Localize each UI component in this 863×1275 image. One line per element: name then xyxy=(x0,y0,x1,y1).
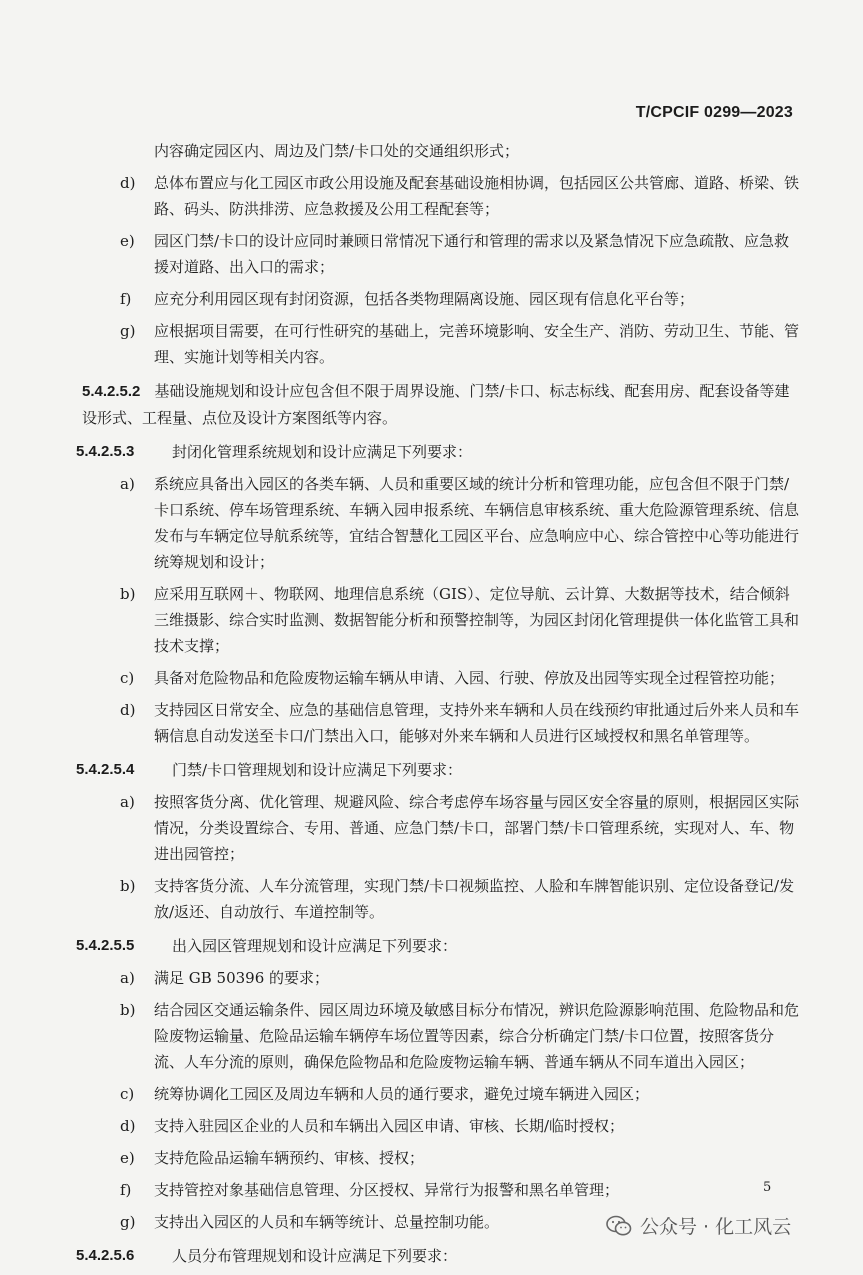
item-text: 按照客货分离、优化管理、规避风险、综合考虑停车场容量与园区安全容量的原则，根据园区实际情况，分类设置综合、专用、普通、应急门禁/卡口，部署门禁/卡口管理系统，实现对人、车、物进出园管控； xyxy=(154,793,800,863)
page-number: 5 xyxy=(763,1180,772,1195)
item-text: 应采用互联网＋、物联网、地理信息系统（GIS）、定位导航、云计算、大数据等技术，结合倾斜三维摄影、综合实时监测、数据智能分析和预警控制等，为园区封闭化管理提供一体化监管工具和技术支撑； xyxy=(154,585,800,655)
section-text: 门禁/卡口管理规划和设计应满足下列要求： xyxy=(172,761,463,779)
section-text: 人员分布管理规划和设计应满足下列要求： xyxy=(172,1247,458,1265)
item-text: 内容确定园区内、周边及门禁/卡口处的交通组织形式； xyxy=(154,142,520,160)
item-text: 支持危险品运输车辆预约、审核、授权； xyxy=(154,1149,425,1167)
item-text: 园区门禁/卡口的设计应同时兼顾日常情况下通行和管理的需求以及紧急情况下应急疏散、应急救援对道路、出入口的需求； xyxy=(154,232,790,276)
list-item xyxy=(72,789,802,867)
item-text: 支持客货分流、人车分流管理，实现门禁/卡口视频监控、人脸和车牌智能识别、定位设备登记/发放/返还、自动放行、车道控制等。 xyxy=(154,877,795,921)
item-label: c) xyxy=(120,1085,135,1103)
item-label: a) xyxy=(120,793,135,811)
list-item xyxy=(72,1145,802,1171)
item-label: f) xyxy=(120,1181,132,1199)
item-text: 支持入驻园区企业的人员和车辆出入园区申请、审核、长期/临时授权； xyxy=(154,1117,625,1135)
item-label: g) xyxy=(120,322,136,340)
item-text: 总体布置应与化工园区市政公用设施及配套基础设施相协调，包括园区公共管廊、道路、桥梁、铁路、码头、防洪排涝、应急救援及公用工程配套等； xyxy=(154,174,800,218)
section-number: 5.4.2.5.4 xyxy=(76,761,135,778)
item-label: d) xyxy=(120,174,136,192)
list-item xyxy=(72,228,802,280)
section-5-4-2-5-2 xyxy=(72,378,802,431)
list-item xyxy=(72,665,802,691)
item-text: 支持园区日常安全、应急的基础信息管理，支持外来车辆和人员在线预约审批通过后外来人员和车辆信息自动发送至卡口/门禁出入口，能够对外来车辆和人员进行区域授权和黑名单管理等。 xyxy=(154,701,800,745)
item-label: e) xyxy=(120,232,135,250)
list-item xyxy=(72,581,802,659)
standard-code: T/CPCIF 0299—2023 xyxy=(635,104,793,121)
list-item xyxy=(72,286,802,312)
section-5-4-2-5-4 xyxy=(72,757,802,783)
item-label: b) xyxy=(120,877,136,895)
section-5-4-2-5-6 xyxy=(72,1243,802,1269)
list-item xyxy=(72,1177,802,1203)
item-label: d) xyxy=(120,701,136,719)
item-label: f) xyxy=(120,290,132,308)
item-label: c) xyxy=(120,669,135,687)
item-text: 应充分利用园区现有封闭资源，包括各类物理隔离设施、园区现有信息化平台等； xyxy=(154,290,695,308)
watermark-text: 公众号 · 化工风云 xyxy=(640,1216,792,1238)
section-text: 基础设施规划和设计应包含但不限于周界设施、门禁/卡口、标志标线、配套用房、配套设备等建设形式、工程量、点位及设计方案图纸等内容。 xyxy=(82,382,790,427)
item-text: 统筹协调化工园区及周边车辆和人员的通行要求，避免过境车辆进入园区； xyxy=(154,1085,650,1103)
section-number: 5.4.2.5.6 xyxy=(76,1247,135,1264)
list-item xyxy=(72,1113,802,1139)
item-label: b) xyxy=(120,1001,136,1019)
section-number: 5.4.2.5.5 xyxy=(76,937,135,954)
list-item-continuation xyxy=(72,138,802,164)
section-text: 封闭化管理系统规划和设计应满足下列要求： xyxy=(172,443,473,461)
section-text: 出入园区管理规划和设计应满足下列要求： xyxy=(172,937,458,955)
item-label: g) xyxy=(120,1213,136,1231)
section-number: 5.4.2.5.2 xyxy=(82,383,141,400)
item-text: 系统应具备出入园区的各类车辆、人员和重要区域的统计分析和管理功能，应包含但不限于门禁/卡口系统、停车场管理系统、车辆入园申报系统、车辆信息审核系统、重大危险源管理系统、信息发布与车辆定位导航系统等，宜结合智慧化工园区平台、应急响应中心、综合管控中心等功能进行统筹规划和设计； xyxy=(154,475,800,571)
list-item xyxy=(72,965,802,991)
item-text: 具备对危险物品和危险废物运输车辆从申请、入园、行驶、停放及出园等实现全过程管控功能； xyxy=(154,669,785,687)
item-label: a) xyxy=(120,969,135,987)
item-label: d) xyxy=(120,1117,136,1135)
item-text: 支持出入园区的人员和车辆等统计、总量控制功能。 xyxy=(154,1213,500,1231)
item-label: a) xyxy=(120,475,135,493)
section-5-4-2-5-5 xyxy=(72,933,802,959)
list-item xyxy=(72,318,802,370)
list-item xyxy=(72,997,802,1075)
item-text: 支持管控对象基础信息管理、分区授权、异常行为报警和黑名单管理； xyxy=(154,1181,620,1199)
document-body xyxy=(72,138,802,1275)
section-number: 5.4.2.5.3 xyxy=(76,443,135,460)
item-text: 满足 GB 50396 的要求； xyxy=(154,969,330,987)
item-label: b) xyxy=(120,585,136,603)
watermark xyxy=(606,1212,791,1239)
list-item xyxy=(72,1081,802,1107)
item-text: 结合园区交通运输条件、园区周边环境及敏感目标分布情况，辨识危险源影响范围、危险物品和危险废物运输量、危险品运输车辆停车场位置等因素，综合分析确定门禁/卡口位置，按照客货分流、人车分流的原则，确保危险物品和危险废物运输车辆、普通车辆从不同车道出入园区； xyxy=(154,1001,800,1071)
item-label: e) xyxy=(120,1149,135,1167)
list-item xyxy=(72,697,802,749)
item-text: 应根据项目需要，在可行性研究的基础上，完善环境影响、安全生产、消防、劳动卫生、节能、管理、实施计划等相关内容。 xyxy=(154,322,800,366)
list-item xyxy=(72,471,802,575)
wechat-icon xyxy=(606,1215,632,1237)
list-item xyxy=(72,170,802,222)
list-item xyxy=(72,873,802,925)
section-5-4-2-5-3 xyxy=(72,439,802,465)
